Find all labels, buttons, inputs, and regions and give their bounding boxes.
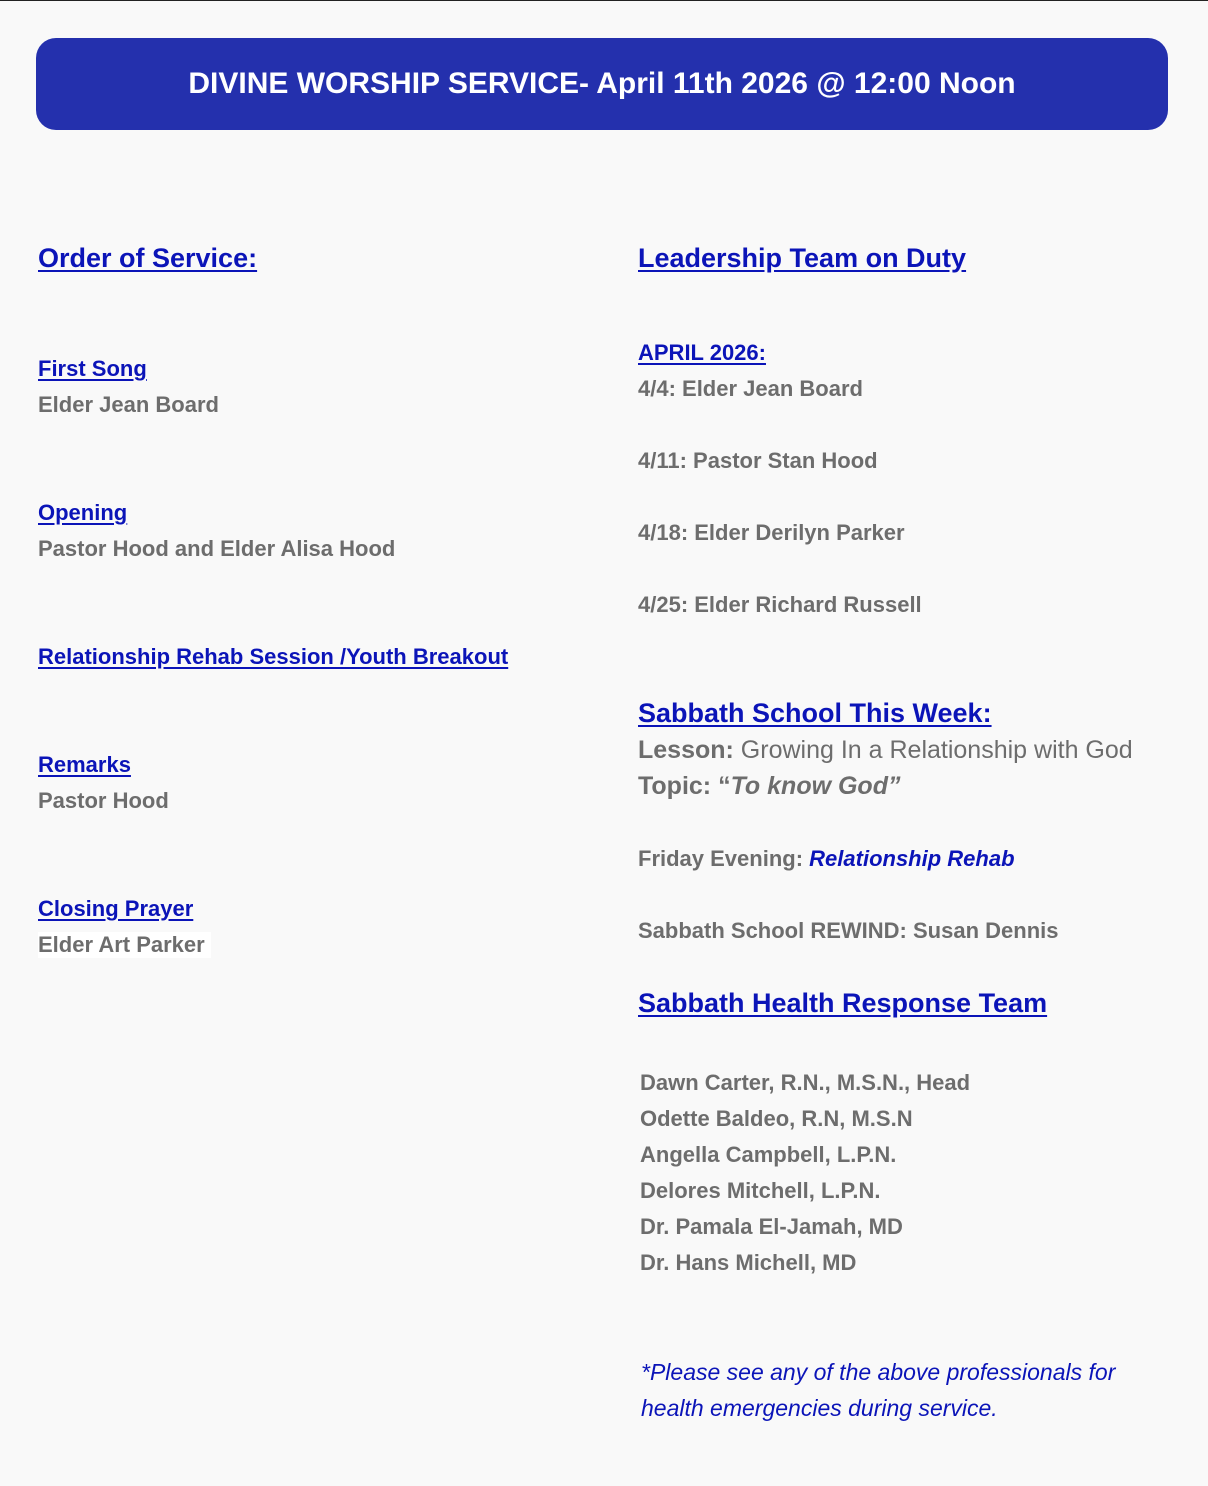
service-item-closing-prayer-person: Elder Art Parker xyxy=(38,932,211,958)
service-item-remarks-title[interactable]: Remarks xyxy=(38,752,131,777)
lesson-value: Growing In a Relationship with God xyxy=(733,736,1133,764)
sabbath-school-rewind: Sabbath School REWIND: Susan Dennis xyxy=(638,918,1059,943)
health-note-line: *Please see any of the above professionals for xyxy=(641,1359,1116,1385)
service-item-first-song-title[interactable]: First Song xyxy=(38,356,147,381)
health-team-heading[interactable]: Sabbath Health Response Team xyxy=(638,988,1048,1018)
health-team-member: Odette Baldeo, R.N, M.S.N xyxy=(640,1106,913,1131)
topic-value: To know God” xyxy=(730,772,901,800)
friday-evening-label: Friday Evening: xyxy=(638,846,810,871)
health-team-member: Angella Campbell, L.P.N. xyxy=(640,1142,897,1167)
lesson-label: Lesson: xyxy=(638,736,734,764)
topic-label: Topic: “ xyxy=(638,772,731,800)
service-item-opening-title[interactable]: Opening xyxy=(38,500,128,525)
service-item-closing-prayer-title[interactable]: Closing Prayer xyxy=(38,896,194,921)
sabbath-school-heading[interactable]: Sabbath School This Week: xyxy=(638,698,992,728)
health-team-member: Delores Mitchell, L.P.N. xyxy=(640,1178,881,1203)
header-banner xyxy=(36,38,1168,130)
health-team-member: Dawn Carter, R.N., M.S.N., Head xyxy=(640,1070,971,1095)
service-item-remarks-person: Pastor Hood xyxy=(38,788,169,813)
page-title: DIVINE WORSHIP SERVICE- April 11th 2026 @ 12:00 Noon xyxy=(188,67,1016,100)
leadership-entry: 4/25: Elder Richard Russell xyxy=(638,592,922,617)
leadership-entry: 4/11: Pastor Stan Hood xyxy=(638,448,878,473)
health-team-member: Dr. Hans Michell, MD xyxy=(640,1250,857,1275)
friday-evening-line xyxy=(638,846,1015,872)
health-note-line: health emergencies during service. xyxy=(641,1395,998,1421)
leadership-month[interactable]: APRIL 2026: xyxy=(638,340,766,365)
service-item-first-song-person: Elder Jean Board xyxy=(38,392,219,417)
health-team-member: Dr. Pamala El-Jamah, MD xyxy=(640,1214,903,1239)
lesson-line xyxy=(638,736,1133,765)
leadership-heading[interactable]: Leadership Team on Duty xyxy=(638,243,967,273)
order-of-service-heading[interactable]: Order of Service: xyxy=(38,243,258,273)
service-item-relationship-rehab-title[interactable]: Relationship Rehab Session /Youth Breakout xyxy=(38,644,509,669)
service-item-opening-person: Pastor Hood and Elder Alisa Hood xyxy=(38,536,396,561)
leadership-entry: 4/18: Elder Derilyn Parker xyxy=(638,520,905,545)
topic-line xyxy=(638,772,900,801)
friday-evening-link[interactable]: Relationship Rehab xyxy=(809,846,1015,871)
leadership-entry: 4/4: Elder Jean Board xyxy=(638,376,863,401)
health-emergency-note xyxy=(641,1354,1161,1426)
